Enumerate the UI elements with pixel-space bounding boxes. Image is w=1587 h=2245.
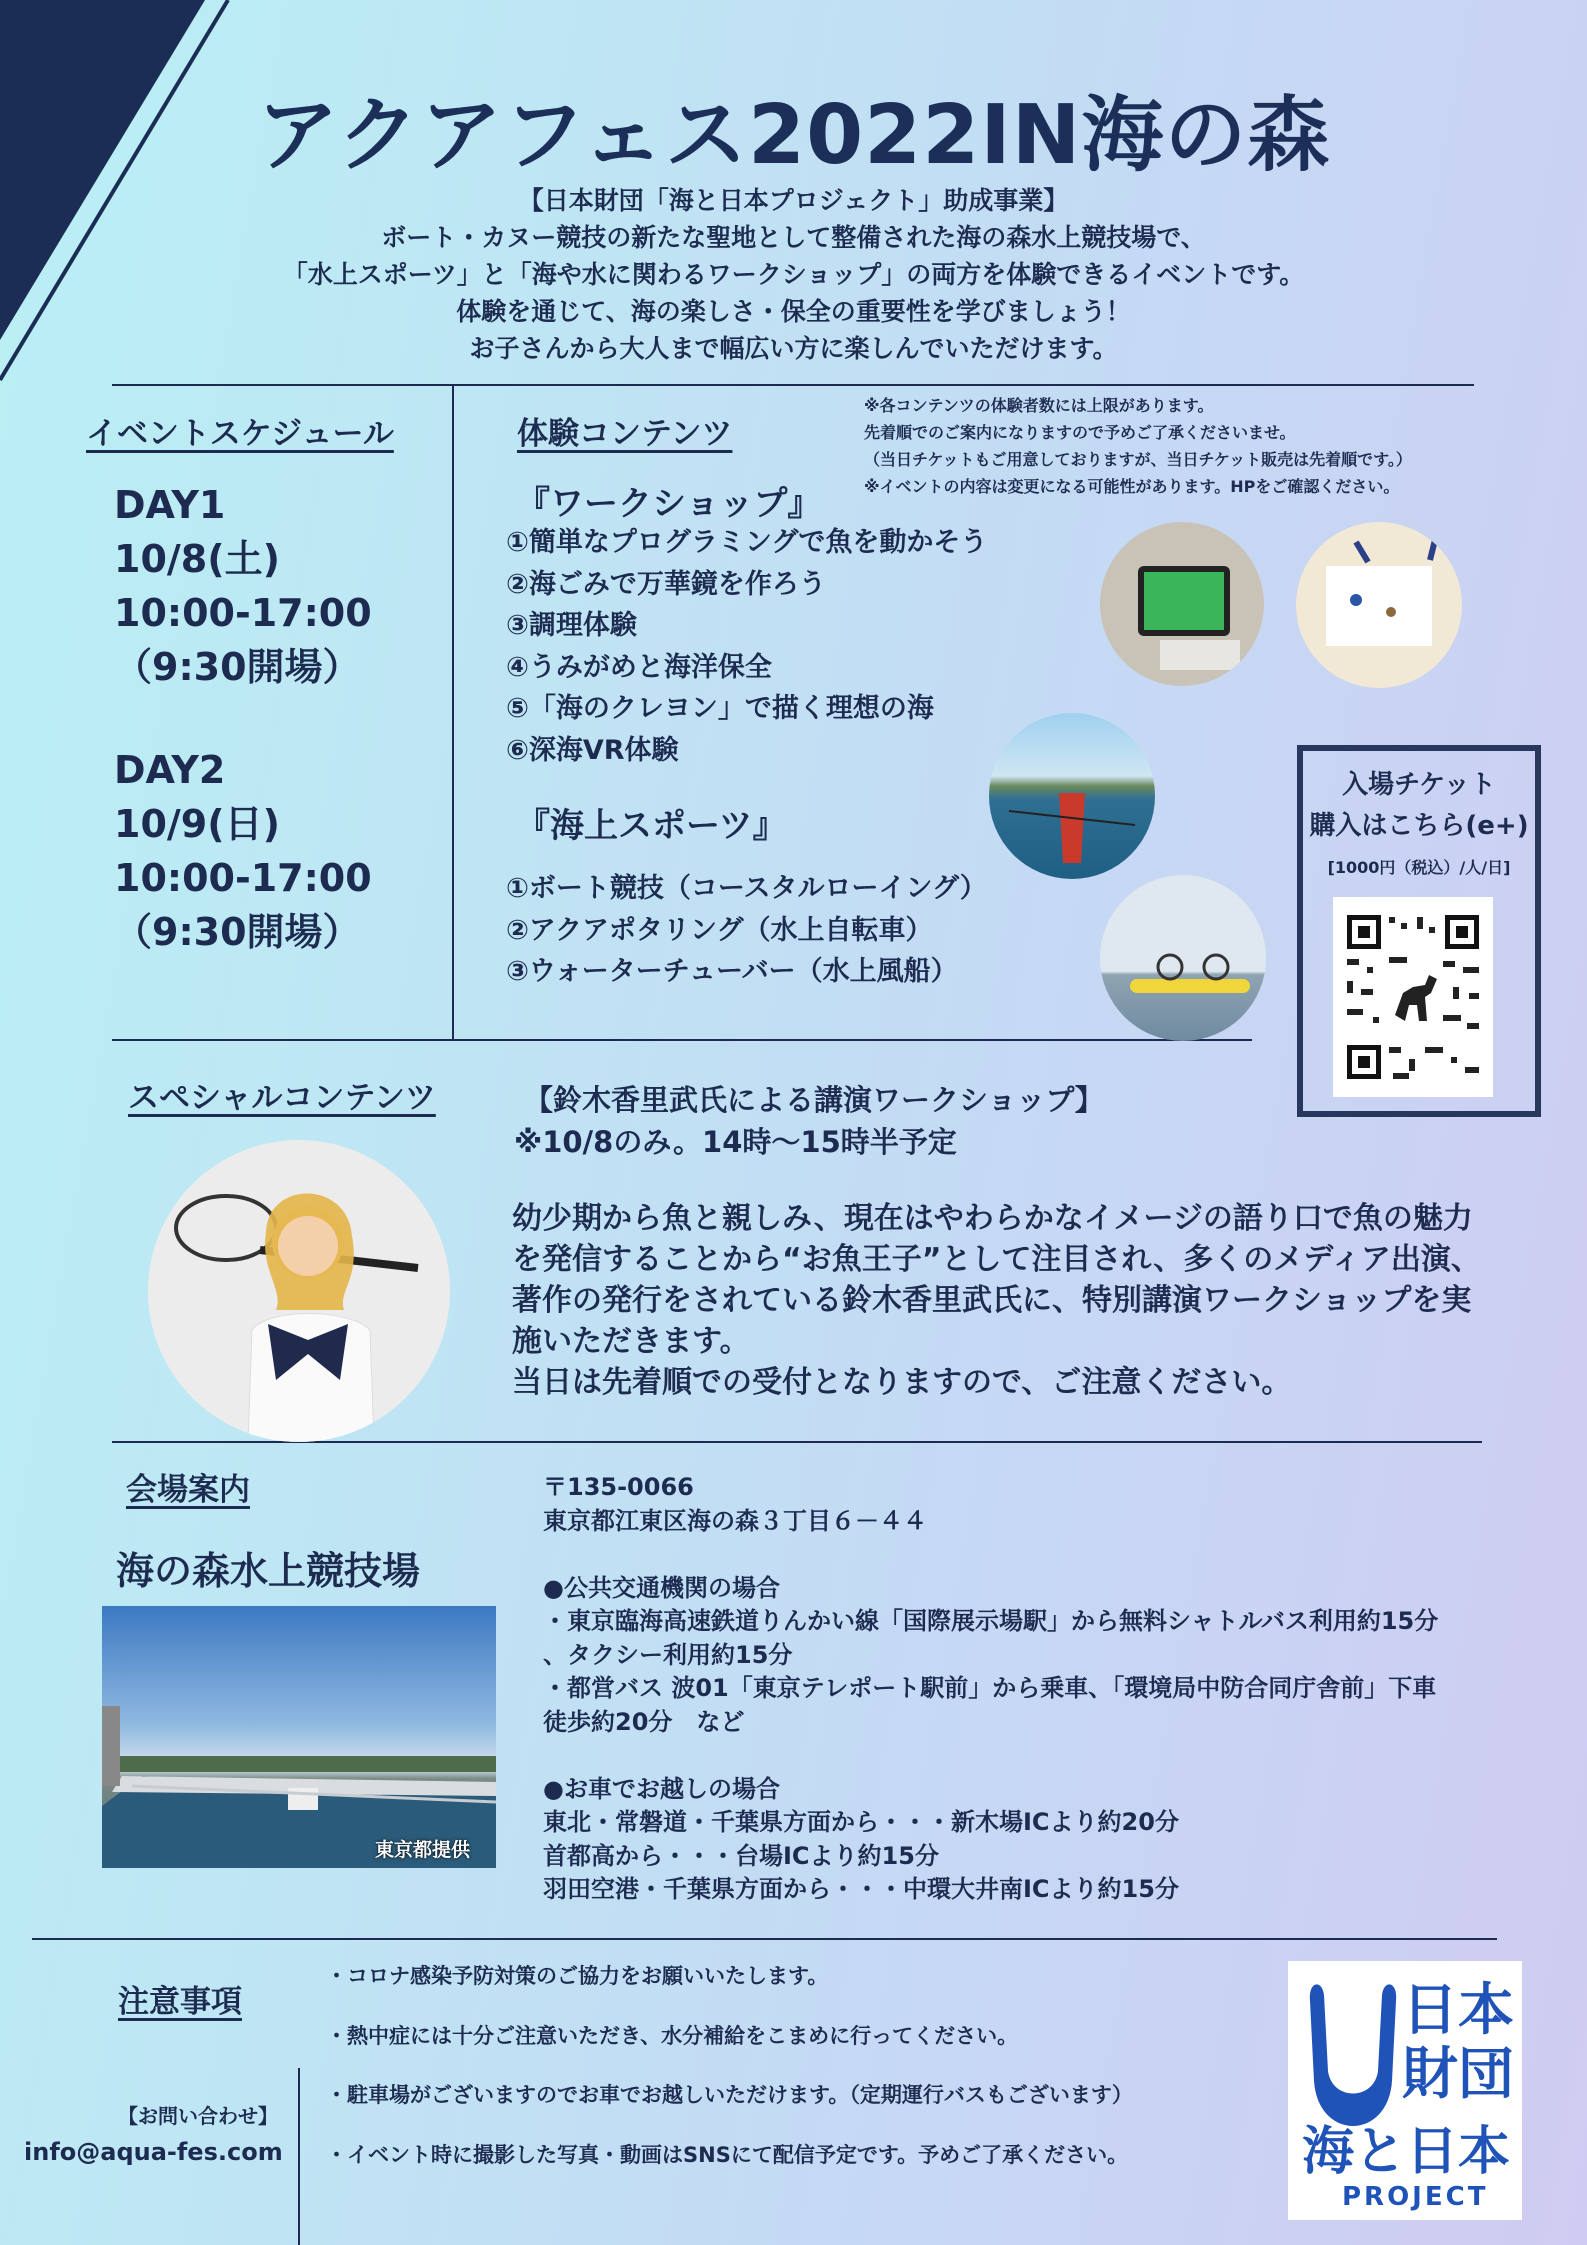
venue-address: 〒135-0066 東京都江東区海の森３丁目６－４４ ●公共交通機関の場合 ・東京臨海高速鉄道りんかい線「国際展示場駅」から無料シャトルバス利用約15分 、タクシー利用約15分 ・都営バス 波01「東京テレポート駅前」から乗車、「環境局中防合同庁舎前」下車 徒歩約20分 など ●お車でお越しの場合 東北・常磐道・千葉県方面から・・・新木場ICより約20分 首都高から・・・台場ICより約15分 羽田空港・千葉県方面から・・・中環大井南ICより約15分 bbox=[543, 1473, 1439, 1903]
workshop-list: ①簡単なプログラミングで魚を動かそう ②海ごみで万華鏡を作ろう ③調理体験 ④うみがめと海洋保全 ⑤「海のクレヨン」で描く理想の海 ⑥深海VR体験 bbox=[506, 527, 988, 766]
programming-photo bbox=[1100, 522, 1264, 686]
divider bbox=[112, 384, 1474, 386]
venue-heading: 会場案内 bbox=[126, 1472, 250, 1508]
divider bbox=[452, 384, 454, 1040]
notice-heading: 注意事項 bbox=[118, 1984, 242, 2020]
workshop-title: 『ワークショップ』 bbox=[516, 484, 822, 524]
sports-title: 『海上スポーツ』 bbox=[516, 806, 787, 846]
ticket-box[interactable] bbox=[1297, 745, 1541, 1117]
divider bbox=[112, 1441, 1482, 1443]
venue-name: 海の森水上競技場 bbox=[116, 1549, 421, 1593]
special-date: ※10/8のみ。14時〜15時半予定 bbox=[514, 1125, 957, 1159]
special-subtitle: 【鈴木香里武氏による講演ワークショップ】 bbox=[524, 1083, 1104, 1117]
contact-email[interactable]: info@aqua-fes.com bbox=[24, 2138, 283, 2166]
svg-text:財団: 財団 bbox=[1402, 2042, 1514, 2107]
photo-credit: 東京都提供 bbox=[374, 1839, 470, 1861]
contents-notes: ※各コンテンツの体験者数には上限があります。 先着順でのご案内になりますので予めご了承くださいませ。 （当日チケットもご用意しておりますが、当日チケット販売は先着順です。） ※イベントの内容は変更になる可能性があります。HPをご確認ください。 bbox=[864, 396, 1412, 496]
divider bbox=[32, 1938, 1497, 1940]
divider bbox=[298, 2068, 300, 2245]
rowing-photo bbox=[989, 713, 1155, 879]
contents-heading: 体験コンテンツ bbox=[517, 416, 733, 452]
day2-schedule: DAY2 10/9(日) 10:00-17:00 （9:30開場） bbox=[114, 748, 372, 954]
speaker-photo bbox=[148, 1140, 450, 1442]
ticket-price: [1000円（税込）/人/日] bbox=[1327, 858, 1511, 877]
divider bbox=[112, 1039, 1252, 1041]
svg-text:PROJECT: PROJECT bbox=[1342, 2182, 1489, 2212]
kaleidoscope-photo bbox=[1296, 522, 1462, 688]
notice-item: ・イベント時に撮影した写真・動画はSNSにて配信予定です。予めご了承ください。 bbox=[326, 2143, 1129, 2167]
nippon-foundation-logo bbox=[1288, 1961, 1522, 2220]
sports-list: ①ボート競技（コースタルローイング） ②アクアポタリング（水上自転車） ③ウォーターチューバー（水上風船） bbox=[506, 873, 987, 987]
day1-schedule: DAY1 10/8(土) 10:00-17:00 （9:30開場） bbox=[114, 483, 372, 689]
page-title: アクアフェス2022IN海の森 bbox=[256, 88, 1331, 183]
venue-photo bbox=[102, 1606, 496, 1868]
svg-text:海と日本: 海と日本 bbox=[1302, 2122, 1511, 2182]
water-bicycle-photo bbox=[1100, 875, 1266, 1041]
notice-item: ・駐車場がございますのでお車でお越しいただけます。（定期運行バスもございます） bbox=[326, 2083, 1133, 2107]
special-description: 幼少期から魚と親しみ、現在はやわらかなイメージの語り口で魚の魅力 を発信することから“お魚王子”として注目され、多くのメディア出演、 著作の発行をされている鈴木香里武氏に、特別講演ワークショップを実 施いただきます。 当日は先着順での受付となりますので、ご注意ください。 bbox=[512, 1201, 1481, 1400]
special-heading: スペシャルコンテンツ bbox=[128, 1080, 436, 1116]
notice-item: ・コロナ感染予防対策のご協力をお願いいたします。 bbox=[326, 1964, 829, 1988]
svg-text:日本: 日本 bbox=[1402, 1978, 1514, 2043]
intro-text: 【日本財団「海と日本プロジェクト」助成事業】 ボート・カヌー競技の新たな聖地として整備された海の森水上競技場で、 「水上スポーツ」と「海や水に関わるワークショップ」の両方を体験できるイベントです。 体験を通じて、海の楽しさ・保全の重要性を学びましょう！ お子さんから大人まで幅広い方に楽しんでいただけます。 bbox=[282, 186, 1305, 363]
ticket-title: 入場チケット 購入はこちら(e+) bbox=[1309, 770, 1529, 841]
contact-label: 【お問い合わせ】 bbox=[118, 2104, 278, 2128]
notice-item: ・熱中症には十分ご注意いただき、水分補給をこまめに行ってください。 bbox=[326, 2024, 1019, 2048]
schedule-heading: イベントスケジュール bbox=[86, 416, 394, 452]
ticket-qr-code[interactable] bbox=[1333, 897, 1493, 1097]
